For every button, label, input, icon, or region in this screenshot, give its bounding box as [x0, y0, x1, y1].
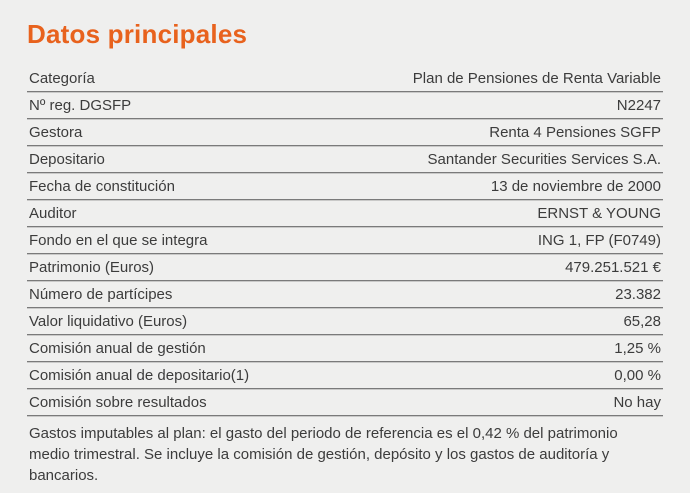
row-label: Comisión sobre resultados: [29, 394, 207, 411]
page-title: Datos principales: [27, 19, 248, 49]
expenses-footnote: Gastos imputables al plan: el gasto del periodo de referencia es el 0,42 % del patrimonio medio trimestral. Se incluye la comisión de gestión, depósito y los gastos de auditoría y bancarios.: [27, 416, 663, 493]
row-value: 23.382: [615, 286, 661, 303]
main-data-table: [27, 65, 663, 493]
table-row-comision-depositario: [27, 362, 663, 389]
row-value: 65,28: [623, 313, 661, 330]
row-label: Fecha de constitución: [29, 178, 175, 195]
row-value: Renta 4 Pensiones SGFP: [489, 124, 661, 141]
row-label: Fondo en el que se integra: [29, 232, 208, 249]
table-row-fecha-constitucion: [27, 173, 663, 200]
table-row-gestora: [27, 119, 663, 146]
table-row-fondo-integra: [27, 227, 663, 254]
row-value: ERNST & YOUNG: [537, 205, 661, 222]
table-row-comision-resultados: [27, 389, 663, 416]
row-value: Plan de Pensiones de Renta Variable: [412, 70, 661, 87]
row-value: 13 de noviembre de 2000: [490, 178, 661, 195]
row-label: Patrimonio (Euros): [29, 259, 155, 276]
row-label: Gestora: [29, 124, 83, 141]
row-value: 0,00 %: [614, 367, 661, 384]
row-label: Depositario: [29, 151, 105, 168]
table-row-patrimonio: [27, 254, 663, 281]
table-row-comision-gestion: [27, 335, 663, 362]
table-row-num-participes: [27, 281, 663, 308]
table-row-auditor: [27, 200, 663, 227]
table-row-valor-liquidativo: [27, 308, 663, 335]
row-value: Santander Securities Services S.A.: [427, 151, 661, 168]
row-label: Categoría: [29, 70, 95, 87]
row-label: Nº reg. DGSFP: [29, 97, 132, 114]
row-value: No hay: [613, 394, 661, 411]
row-label: Comisión anual de gestión: [29, 340, 206, 357]
row-label: Número de partícipes: [29, 286, 173, 303]
table-row-depositario: [27, 146, 663, 173]
row-label: Auditor: [29, 205, 77, 222]
row-label: Comisión anual de depositario(1): [29, 367, 250, 384]
row-value: 479.251.521 €: [565, 259, 661, 276]
row-value: ING 1, FP (F0749): [537, 232, 661, 249]
table-row-categoria: [27, 65, 663, 92]
table-row-num-reg-dgsfp: [27, 92, 663, 119]
row-value: N2247: [616, 97, 661, 114]
row-label: Valor liquidativo (Euros): [29, 313, 188, 330]
row-value: 1,25 %: [614, 340, 661, 357]
